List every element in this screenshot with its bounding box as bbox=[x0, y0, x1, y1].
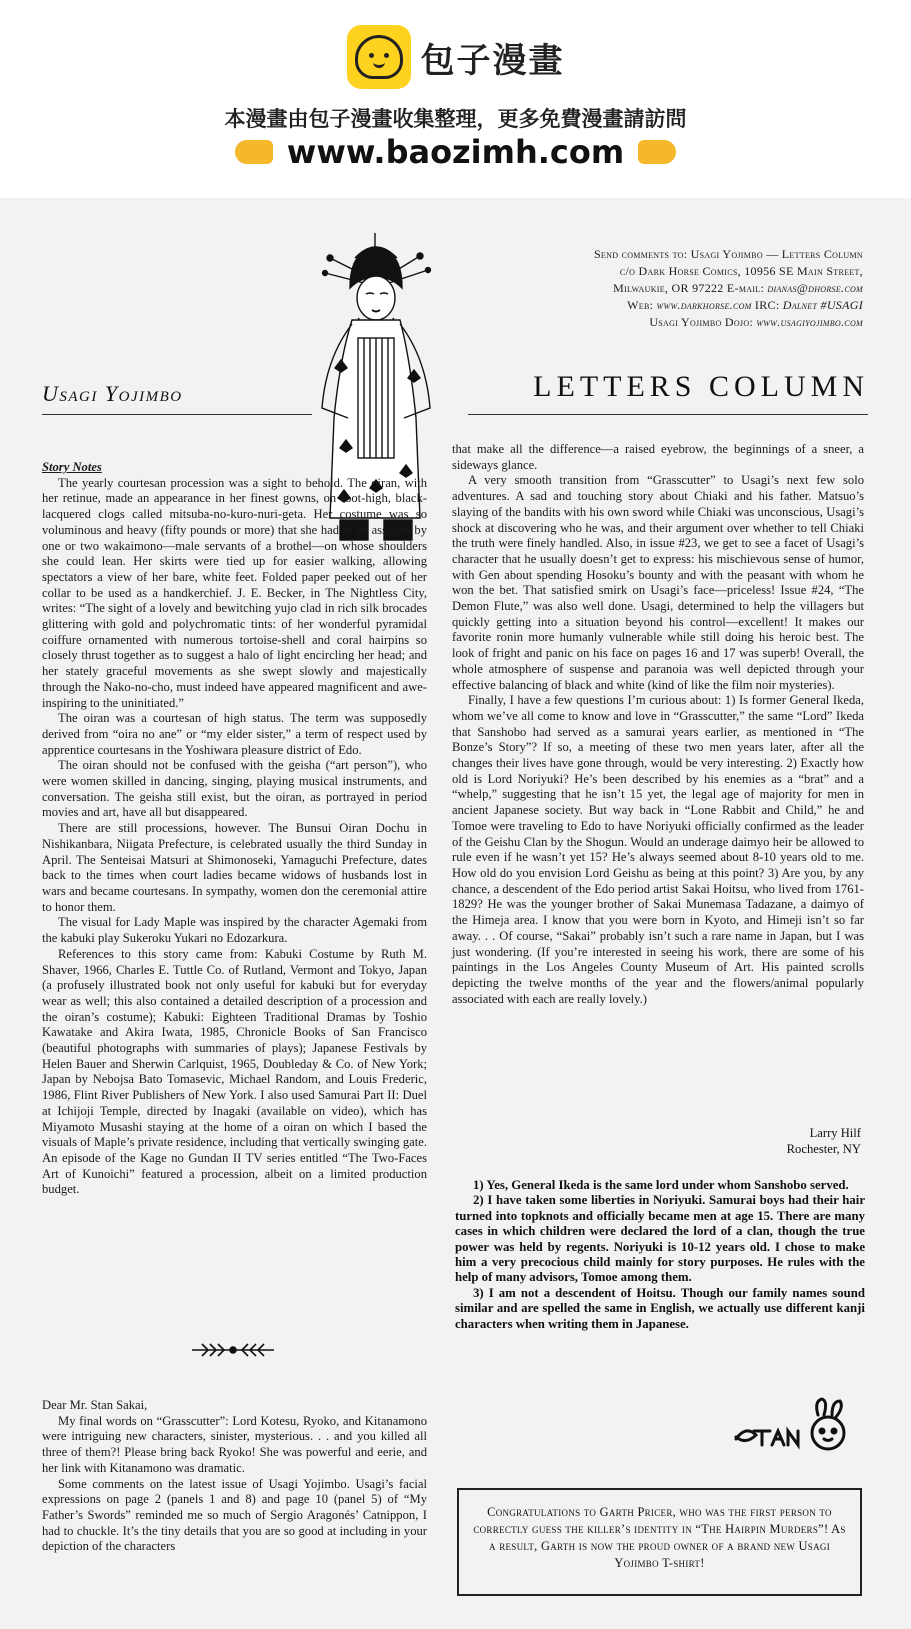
watermark-banner bbox=[0, 0, 911, 198]
dojo-link[interactable]: www.usagiyojimbo.com bbox=[756, 315, 863, 329]
url-row bbox=[0, 133, 911, 171]
contact-line: Web: www.darkhorse.com IRC: Dalnet #USAGI bbox=[627, 298, 863, 312]
letter-salutation: Dear Mr. Stan Sakai, bbox=[42, 1398, 148, 1412]
brand-row bbox=[0, 22, 911, 92]
contact-line: Send comments to: Usagi Yojimbo — Letters Column bbox=[593, 247, 863, 261]
letter-location: Rochester, NY bbox=[786, 1141, 861, 1156]
letter-author: Larry Hilf bbox=[809, 1126, 861, 1140]
bun-logo-icon bbox=[347, 25, 411, 89]
column-title-left: Usagi Yojimbo bbox=[42, 381, 183, 406]
editor-answers bbox=[455, 1178, 865, 1332]
email-link[interactable]: dianas@dhorse.com bbox=[767, 281, 863, 295]
letter-paragraph: A very smooth transition from “Grasscutter” to Usagi’s next few solo adventures. A sad and touching story about Chiaki and his father. Matsuo’s slaying of the bandits with his own sword while Chiaki was unconscious, Usagi’s shock at discovering who he was, and their argument over whether to tell Chiaki the truth were finely handled. Also, in issue #23, we get to see a facet of Usagi’s character that he usually doesn’t get to express: his mischievous sense of humor, with Gen about spending Hosoku’s bounty and with the peasant with whom he won the bet. That satisfied smirk on Usagi’s face—priceless! Issue #24, “The Demon Flute,” was also well done. Usagi, determined to help the villagers but quickly getting into a situation beyond his control—excellent! It makes our favorite ronin more humanly vulnerable while still doing his heroic best. The look of fright and panic on his face on pages 16 and 17 was superb! Overall, the whole atmosphere of suspense and paranoia was well depicted through your effective balancing of black and white (kind of like the film noir mysteries). bbox=[452, 473, 864, 692]
laurel-ornament-icon bbox=[188, 1338, 278, 1362]
letters-page bbox=[0, 198, 911, 1629]
story-paragraph: The oiran should not be confused with the geisha (“art person”), who were women skilled in dancing, singing, playing musical instruments, and conversation. The geisha still exist, but the oiran, as portrayed in period movies and art, have all but disappeared. bbox=[42, 758, 427, 820]
contest-winner-text: Congratulations to Garth Pricer, who was the first person to correctly guess the killer’s identity in “The Hairpin Murders”! As a result, Garth is now the proud owner of a brand new Usagi Yojimbo T-shirt! bbox=[473, 1505, 846, 1570]
column-title-right: LETTERS COLUMN bbox=[533, 370, 869, 403]
story-notes-heading: Story Notes bbox=[42, 460, 102, 474]
story-paragraph: The yearly courtesan procession was a sight to behold. The oiran, with her retinue, made an appearance in her finest gowns, on foot-high, black-lacquered clogs called mitsuba-no-kuro-nuri-geta. Her costume was so voluminous and heavy (fifty pounds or more) that she had to be assisted by one or two wakaimono—male servants of a brothel—on whose shoulders she could lean. Her skirts were tied up for easier walking, allowing spectators a view of her bare, white feet. Folded paper peeked out of her collar to be used as a handkerchief. J. E. Becker, in The Nightless City, writes: “The sight of a lovely and bewitching yujo clad in rich silk brocades glittering with gold and polychromatic tints: of her wonderful pyramidal coiffure ornamented with numerous tortoise-shell and coral hairpins so closely thrust together as to suggest a halo of light encircling her head; and her stately graceful movements as she swept slowly and majestically through the Nako-no-cho, must indeed have appeared magnificent and awe-inspiring to the uninitiated.” bbox=[42, 475, 427, 710]
header-rule bbox=[42, 414, 312, 415]
story-paragraph: There are still processions, however. The Bunsui Oiran Dochu in Nishikanbara, Niigata Prefecture, is celebrated usually the third Sunday in April. The Senteisai Matsuri at Shimonoseki, Yamaguchi Prefecture, dates back to the times when court ladies became widows of husbands lost in wars and became courtesans. In sympathy, women don the ceremonial attire to honor them. bbox=[42, 821, 427, 914]
story-notes bbox=[42, 460, 427, 1198]
banner-notice: 本漫畫由包子漫畫收集整理，更多免費漫畫請訪問 bbox=[224, 107, 687, 131]
contest-winner-box bbox=[457, 1488, 862, 1596]
story-paragraph: The oiran was a courtesan of high status. The term was supposedly derived from “oira no ane” or “my elder sister,” a term of respect used by apprentice courtesans in the Yoshiwara pleasure district of Edo. bbox=[42, 711, 427, 757]
letter-paragraph: Finally, I have a few questions I’m curious about: 1) Is former General Ikeda, whom we’ve all come to know and love in “Grasscutter,” the same “Lord” Ikeda that Sanshobo had served as a samurai years earlier, as mentioned in “The Bonze’s Story”? If so, a meeting of these two men years later, after all the changes their lives have gone through, would be very interesting. 2) Exactly how old is Lord Noriyuki? He’s been described by his enemies as a “brat” and a “whelp,” suggesting that he isn’t 15 yet, the legal age of majority for men in ancient Japanese society. But way back in “Lone Rabbit and Child,” he and Tomoe were traveling to Edo to have Noriyuki officially confirmed as the leader of the Geishu Clan by the Shogun. Would an underage daimyo heir be allowed to rule even if he wasn’t yet 15? He’s always seemed about 8-10 years old to me. How old do you envision Lord Geishu as being at this point? 3) Are you, by any chance, a descendent of the Edo period artist Sakai Hoitsu, who lived from 1761-1829? He was the younger brother of Sakai Munemasa Tadazane, a daimyo of the Himeja area. I know that you were born in Kyoto, and Himeji isn’t so far away. . . Of course, “Sakai” probably isn’t such a rare name in Japan, but I was just wondering. (If you’re interested in seeing his work, there are some of his paintings in the Los Angeles County Museum of Art. His painted scrolls depicting the twelve months of the year and the flowers/animal popularly associated with each are really lovely.) bbox=[452, 693, 864, 1006]
story-paragraph: The visual for Lady Maple was inspired by the character Agemaki from the kabuki play Sukeroku Yukari no Edozarkura. bbox=[42, 915, 427, 946]
letter-signoff bbox=[787, 1126, 861, 1157]
letter-continued bbox=[452, 442, 864, 1007]
header-rule bbox=[468, 414, 868, 415]
contact-line: c/o Dark Horse Comics, 10956 SE Main Street, bbox=[619, 264, 863, 278]
answer-paragraph: 1) Yes, General Ikeda is the same lord under whom Sanshobo served. bbox=[473, 1178, 849, 1192]
letter-paragraph: that make all the difference—a raised eyebrow, the beginnings of a sneer, a sideways glance. bbox=[452, 442, 864, 472]
answer-paragraph: 2) I have taken some liberties in Noriyuki. Samurai boys had their hair turned into topknots and officially became men at age 15. There are many cases in which children were declared the lord of a clan, though the true power was held by regents. Noriyuki is 10-12 years old. I chose to make him a very precocious child mainly for story purposes. He rules with the help of many advisors, Tomoe among them. bbox=[455, 1193, 865, 1285]
story-paragraph: References to this story came from: Kabuki Costume by Ruth M. Shaver, 1966, Charles E. Tuttle Co. of Rutland, Vermont and Tokyo, Japan (a profusely illustrated book not only useful for kabuki but for everyday wear as well; this also contained a detailed description of a procession and the oiran’s costume); Kabuki: Eighteen Traditional Dramas by Toshio Kawatake and Akira Iwata, 1985, Chronicle Books of San Francisco (beautiful photographs with summaries of plays); Japanese Festivals by Helen Bauer and Sherwin Carlquist, 1965, Doubleday & Co. of New York; Japan by Nebojsa Bato Tomasevic, Michael Random, and Louis Frederic, 1986, Flint River Publishers of New York. I also used Samurai Part II: Duel at Ichijoji Temple, directed by Inagaki (available on video), which has Miyamoto Musashi staying at the home of a oiran on which I based the visuals of Maple’s private residence, including that vertically swinging gate. An episode of the Kage no Gundan II TV series entitled “The Two-Faces Art of Kunoichi” featured a procession, albeit on a limited production budget. bbox=[42, 946, 427, 1197]
site-link[interactable]: www.baozimh.com bbox=[286, 133, 625, 171]
web-link[interactable]: www.darkhorse.com bbox=[656, 298, 752, 312]
pointing-hand-icon bbox=[235, 140, 273, 164]
stan-signature bbox=[730, 1393, 860, 1453]
letter-paragraph: My final words on “Grasscutter”: Lord Kotesu, Ryoko, and Kitanamono were intriguing new characters, sinister, mysterious. . . and you killed all three of them?! Please bring back Ryoko! She was powerful and eerie, and her link with Kitanamono was dramatic. bbox=[42, 1413, 427, 1475]
letter-start bbox=[42, 1398, 427, 1555]
contact-line: Usagi Yojimbo Dojo: www.usagiyojimbo.com bbox=[649, 315, 863, 329]
contact-line: Milwaukie, OR 97222 E-mail: dianas@dhorse.com bbox=[613, 281, 863, 295]
answer-paragraph: 3) I am not a descendent of Hoitsu. Though our family names sound similar and are spelled the same in English, we actually use different kanji characters when writing them in Japanese. bbox=[455, 1285, 865, 1331]
letter-paragraph: Some comments on the latest issue of Usagi Yojimbo. Usagi’s facial expressions on page 2 (panels 1 and 8) and page 10 (panel 5) of “My Father’s Swords” reminded me so much of Sergio Aragonés’ Catnippon, I had to chuckle. It’s the tiny details that you are so good at including in your depiction of the characters bbox=[42, 1476, 427, 1554]
brand-name: 包子漫畫 bbox=[420, 40, 565, 81]
pointing-hand-icon bbox=[638, 140, 676, 164]
contact-block bbox=[443, 246, 863, 331]
